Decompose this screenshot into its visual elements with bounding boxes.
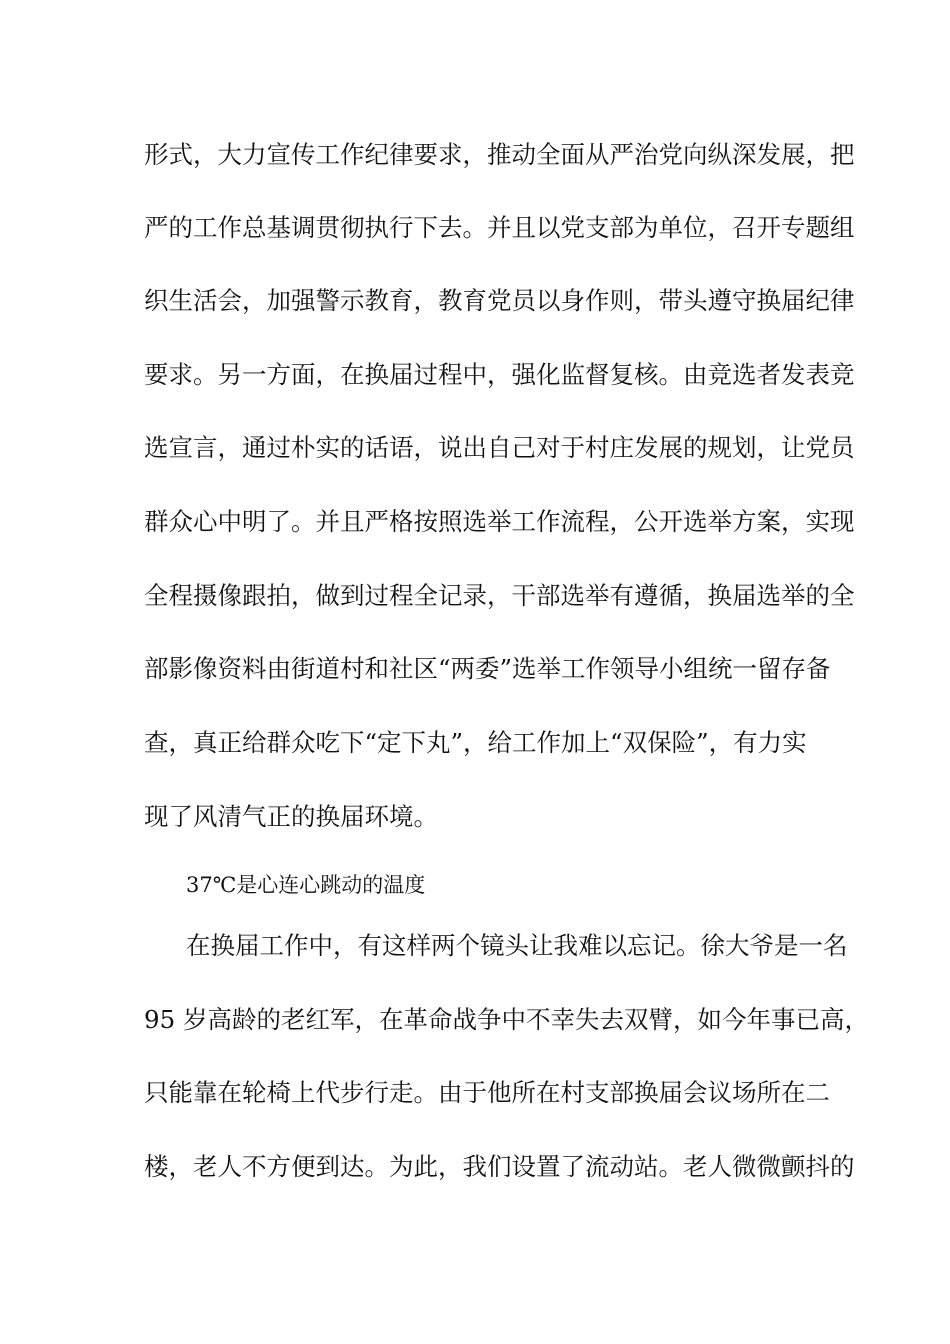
paragraph-line: 楼，老人不方便到达。为此，我们设置了流动站。老人微微颤抖的: [144, 1152, 855, 1181]
paragraph-line: 95 岁高龄的老红军，在革命战争中不幸失去双臂，如今年事已高，: [144, 1005, 869, 1034]
paragraph-line: 织生活会，加强警示教育，教育党员以身作则，带头遵守换届纪律: [144, 286, 855, 315]
paragraph-line: 查，真正给群众吃下“定下丸”，给工作加上“双保险”，有力实: [144, 728, 807, 757]
paragraph-line: 只能靠在轮椅上代步行走。由于他所在村支部换届会议场所在二: [144, 1078, 830, 1107]
paragraph-line: 群众心中明了。并且严格按照选举工作流程，公开选举方案，实现: [144, 507, 855, 536]
paragraph-line: 现了风清气正的换届环境。: [144, 802, 438, 831]
paragraph-line: 要求。另一方面，在换届过程中，强化监督复核。由竞选者发表竞: [144, 360, 855, 389]
paragraph-line: 形式，大力宣传工作纪律要求，推动全面从严治党向纵深发展，把: [144, 140, 855, 169]
paragraph-line: 选宣言，通过朴实的话语，说出自己对于村庄发展的规划，让党员: [144, 433, 855, 462]
paragraph-line: 全程摄像跟拍，做到过程全记录，干部选举有遵循，换届选举的全: [144, 581, 855, 610]
paragraph-line: 在换届工作中，有这样两个镜头让我难以忘记。徐大爷是一名: [186, 931, 848, 960]
paragraph-line: 部影像资料由街道村和社区“两委”选举工作领导小组统一留存备: [144, 654, 831, 683]
paragraph-line: 严的工作总基调贯彻执行下去。并且以党支部为单位，召开专题组: [144, 213, 855, 242]
section-heading: 37℃是心连心跳动的温度: [186, 873, 426, 897]
